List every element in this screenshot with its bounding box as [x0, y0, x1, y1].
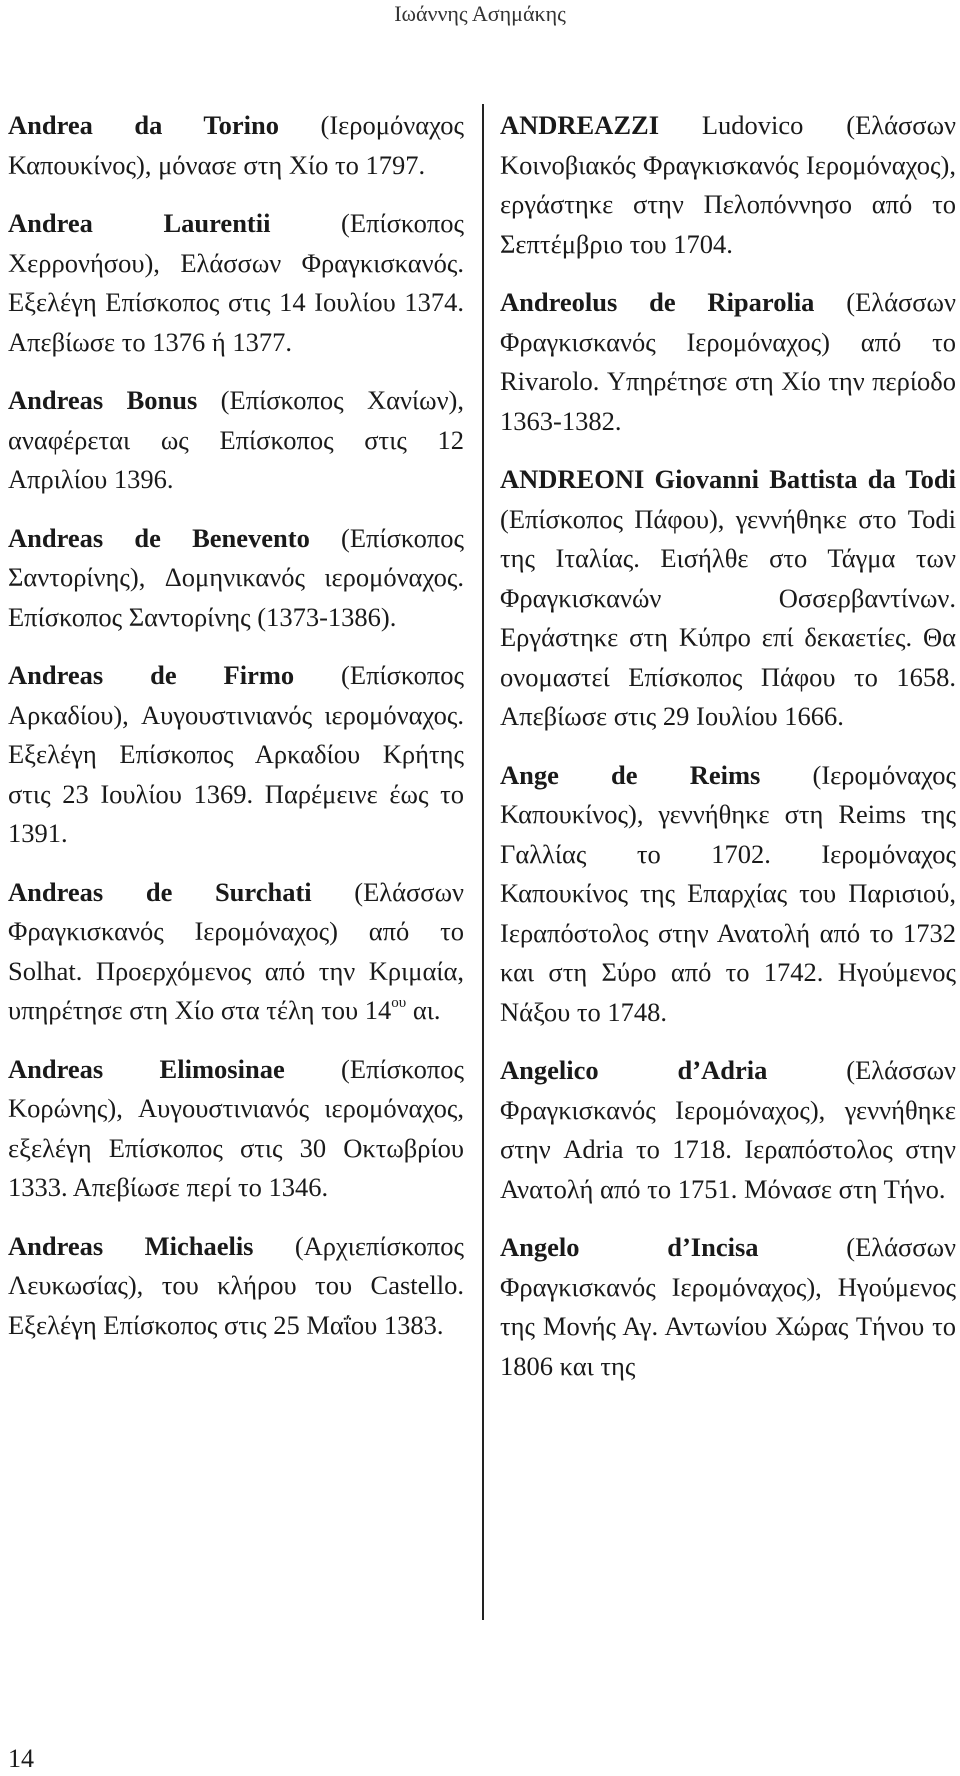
entry-name: Andreas de Firmo: [8, 660, 295, 690]
entry-text: (Επίσκοπος Πάφου), γεννήθηκε στο Todi της Ιταλίας. Εισήλθε στο Τάγμα των Φραγκισκανών Οσσερβαντίνων. Εργάστηκε στη Κύπρο επί δεκαετίες. Θα ονομαστεί Επίσκοπος Πάφου το 1658. Απεβίωσε στις 29 Ιουλίου 1666.: [500, 503, 956, 731]
superscript-ordinal: ου: [391, 995, 407, 1011]
entry-text: (Ιερομόναχος Καπουκίνος), μόνασε στη Χίο το 1797.: [8, 110, 465, 180]
entry-name: Andreas Bonus: [8, 385, 198, 415]
entry-name: Andrea Laurentii: [8, 208, 271, 238]
entry-text-tail: αι.: [406, 995, 441, 1025]
entry-text: (Ελάσσων Φραγκισκανός Ιερομόναχος) από το Rivarolo. Υπηρέτησε στη Χίο την περίοδο 1363-1382.: [500, 287, 956, 436]
entry-text: (Επίσκοπος Χερρονήσου), Ελάσσων Φραγκισκανός. Εξελέγη Επίσκοπος στις 14 Ιουλίου 1374. Απεβίωσε το 1376 ή 1377.: [8, 208, 465, 357]
entry-text: (Αρχιεπίσκοπος Λευκωσίας), του κλήρου του Castello. Εξελέγη Επίσκοπος στις 25 Μαΐου 1383.: [8, 1230, 464, 1340]
entry-name: Ange de Reims: [500, 759, 761, 790]
entry-name: Andreas Michaelis: [8, 1230, 254, 1261]
left-column: [8, 106, 464, 1364]
entry-text: (Ελάσσων Φραγκισκανός Ιερομόναχος), γεννήθηκε στην Adria το 1718. Ιεραπόστολος στην Ανατολή από το 1751. Μόνασε στη Τήνο.: [500, 1055, 956, 1204]
entry-text: (Ελάσσων Φραγκισκανός Ιερομόναχος) από το Solhat. Προερχόμενος από την Κριμαία, υπηρέτησε στη Χίο στα τέλη του 14: [8, 876, 464, 1025]
entry-andreas-bonus: [8, 381, 464, 500]
entry-andreas-de-firmo: [8, 656, 464, 854]
entry-name: Andreas de Benevento: [8, 522, 310, 553]
entry-ange-de-reims: [500, 756, 956, 1033]
entry-name: ANDREAZZI: [500, 110, 660, 140]
entry-name: Angelo d’Incisa: [500, 1232, 759, 1262]
entry-name: Andreas de Surchati: [8, 876, 312, 907]
entry-text: (Ιερομόναχος Καπουκίνος), γεννήθηκε στη Reims της Γαλλίας το 1702. Ιερομόναχος Καπουκίνος της Επαρχίας του Παρισιού, Ιεραπόστολος στην Ανατολή από το 1732 και στη Σύρο από το 1742. Ηγούμενος Νάξου το 1748.: [500, 759, 956, 1027]
entry-name: ANDREONI Giovanni Battista da Todi: [500, 464, 956, 494]
entry-name: Angelico d’Adria: [500, 1055, 768, 1085]
entry-andreas-michaelis: [8, 1227, 464, 1346]
entry-andreas-de-surchati: [8, 873, 464, 1031]
entry-text: (Επίσκοπος Σαντορίνης), Δομηνικανός ιερομόναχος. Επίσκοπος Σαντορίνης (1373-1386).: [8, 522, 464, 632]
running-head: Ιωάννης Ασημάκης: [394, 1, 566, 26]
entry-andrea-da-torino: [8, 106, 464, 185]
entry-andreolus-de-riparolia: [500, 283, 956, 441]
entry-andreas-elimosinae: [8, 1050, 464, 1208]
entry-name: Andreolus de Riparolia: [500, 287, 815, 317]
entry-andreoni: [500, 460, 956, 737]
entry-andreazzi: [500, 106, 956, 264]
page-number: 14: [8, 1744, 34, 1773]
entry-name: Andrea da Torino: [8, 110, 280, 140]
right-column: [500, 106, 956, 1405]
entry-text: (Επίσκοπος Αρκαδίου), Αυγουστινιανός ιερομόναχος. Εξελέγη Επίσκοπος Αρκαδίου Κρήτης στις 23 Ιουλίου 1369. Παρέμεινε έως το 1391.: [8, 660, 465, 848]
column-divider: [482, 104, 484, 1620]
entry-andrea-laurentii: [8, 204, 464, 362]
entry-angelo-d-incisa: [500, 1228, 956, 1386]
entry-text: (Ελάσσων Φραγκισκανός Ιερομόναχος), Ηγούμενος της Μονής Αγ. Αντωνίου Χώρας Τήνου το 1806 και της: [500, 1232, 956, 1381]
entry-text: Ludovico (Ελάσσων Κοινοβιακός Φραγκισκανός Ιερομόναχος), εργάστηκε στην Πελοπόννησο από το Σεπτέμβριο του 1704.: [500, 110, 956, 259]
entry-text: (Επίσκοπος Χανίων), αναφέρεται ως Επίσκοπος στις 12 Απριλίου 1396.: [8, 385, 464, 494]
entry-angelico-d-adria: [500, 1051, 956, 1209]
entry-text: (Επίσκοπος Κορώνης), Αυγουστινιανός ιερομόναχος, εξελέγη Επίσκοπος στις 30 Οκτωβρίου 1333. Απεβίωσε περί το 1346.: [8, 1053, 465, 1202]
entry-andreas-de-benevento: [8, 519, 464, 638]
entry-name: Andreas Elimosinae: [8, 1053, 285, 1084]
